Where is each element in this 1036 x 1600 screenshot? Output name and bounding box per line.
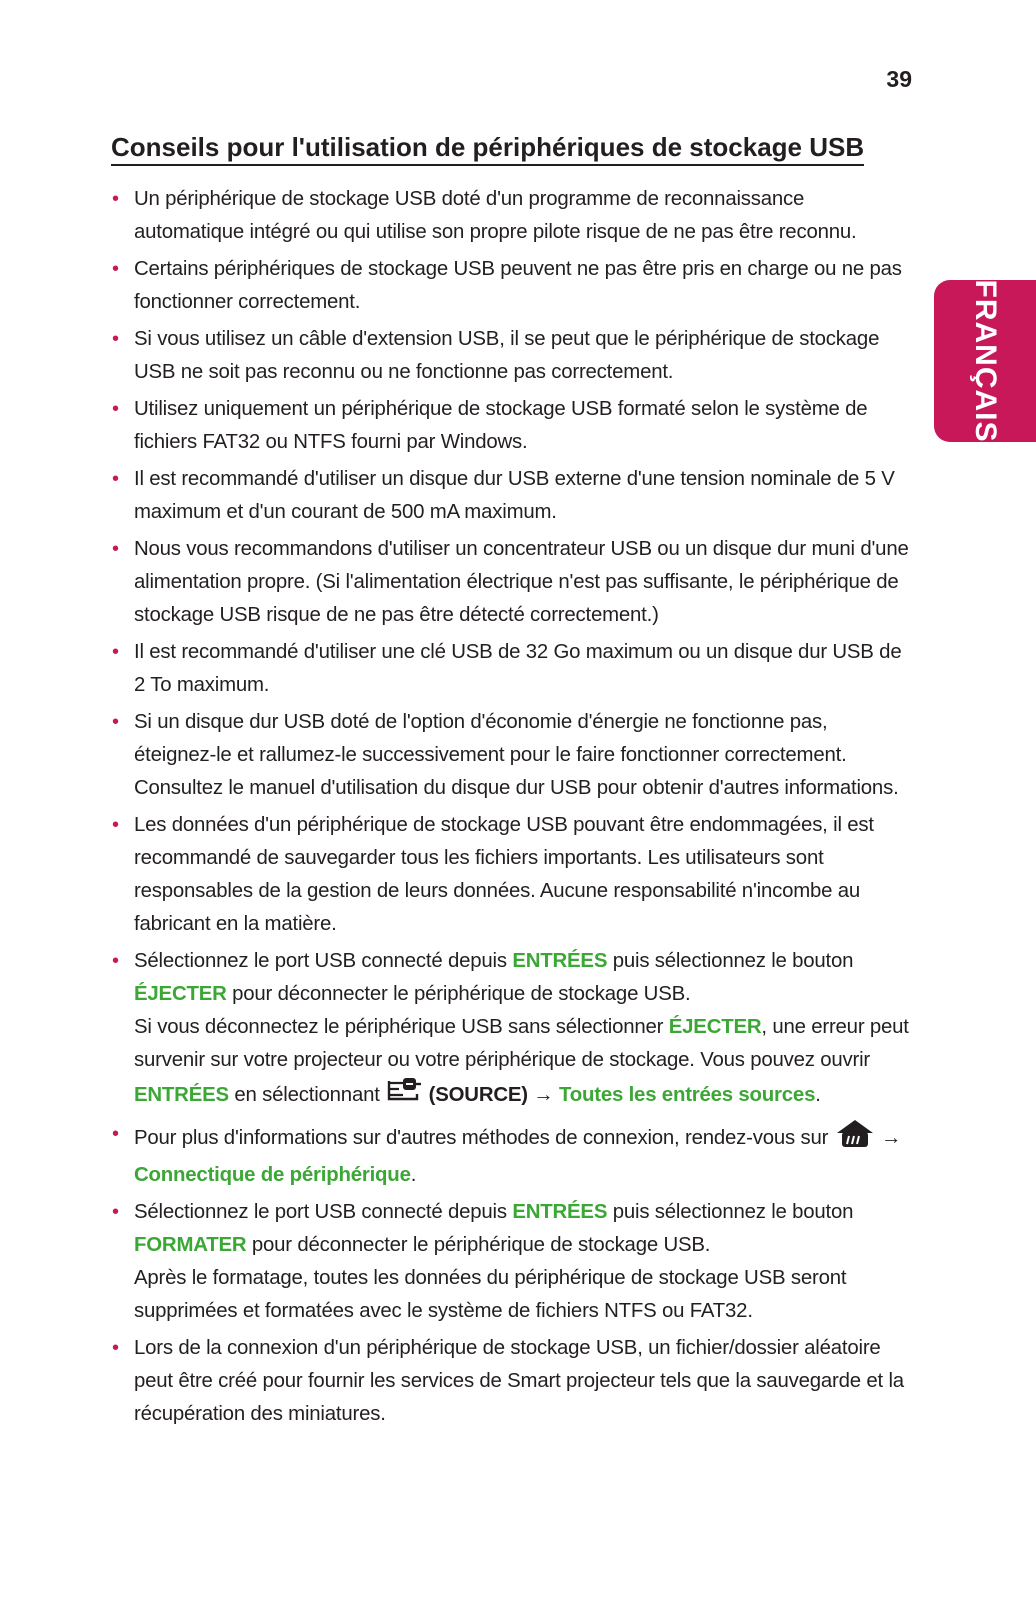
tip-item-connect: • Pour plus d'informations sur d'autres méthodes de connexion, rendez-vous sur → Connectique de périphérique. [112, 1118, 912, 1192]
tip-item-eject: • Sélectionnez le port USB connecté depuis ENTRÉES puis sélectionnez le bouton ÉJECTER pour déconnecter le périphérique de stockage USB. Si vous déconnectez le périphérique USB sans sélectionner ÉJECTER, une erreur peut survenir sur votre projecteur ou votre périphérique de stockage. Vous pouvez ouvrir ENTRÉES en sélectionnant (SOURCE) → Toutes les entrées sources. [112, 945, 912, 1114]
language-tab-label: FRANÇAIS [969, 279, 1002, 443]
tip-item: • Utilisez uniquement un périphérique de stockage USB formaté selon le système de fichiers FAT32 ou NTFS fourni par Windows. [112, 393, 912, 459]
keyword-ejecter: ÉJECTER [668, 1016, 762, 1038]
section-title: Conseils pour l'utilisation de périphériques de stockage USB [111, 132, 864, 166]
home-icon [834, 1118, 876, 1159]
arrow-glyph: → [881, 1126, 902, 1149]
tip-item: • Certains périphériques de stockage USB peuvent ne pas être pris en charge ou ne pas fonctionner correctement. [112, 253, 912, 319]
keyword-connectique-de-peripherique: Connectique de périphérique [134, 1164, 411, 1186]
arrow-glyph: → [533, 1083, 554, 1106]
tip-item: • Il est recommandé d'utiliser une clé USB de 32 Go maximum ou un disque dur USB de 2 To maximum. [112, 636, 912, 702]
keyword-toutes-les-entrees-sources: Toutes les entrées sources [559, 1083, 816, 1106]
tip-item: • Un périphérique de stockage USB doté d'un programme de reconnaissance automatique intégré ou qui utilise son propre pilote risque de ne pas être reconnu. [112, 183, 912, 249]
tip-item: • Nous vous recommandons d'utiliser un concentrateur USB ou un disque dur muni d'une alimentation propre. (Si l'alimentation électrique n'est pas suffisante, le périphérique de stockage USB risque de ne pas être détecté correctement.) [112, 533, 912, 632]
keyword-ejecter: ÉJECTER [134, 983, 227, 1005]
keyword-entrees: ENTRÉES [134, 1083, 229, 1106]
tip-item: • Si un disque dur USB doté de l'option d'économie d'énergie ne fonctionne pas, éteignez-le et rallumez-le successivement pour le faire fonctionner correctement. Consultez le manuel d'utilisation du disque dur USB pour obtenir d'autres informations. [112, 706, 912, 805]
tip-item: • Lors de la connexion d'un périphérique de stockage USB, un fichier/dossier aléatoire peut être créé pour fournir les services de Smart projecteur tels que la sauvegarde et la récupération des miniatures. [112, 1332, 912, 1431]
source-input-icon [385, 1077, 423, 1114]
keyword-formater: FORMATER [134, 1234, 247, 1256]
source-label: (SOURCE) [428, 1083, 528, 1106]
page-number: 39 [886, 66, 912, 92]
keyword-entrees: ENTRÉES [512, 1201, 608, 1223]
tip-item: • Si vous utilisez un câble d'extension USB, il se peut que le périphérique de stockage USB ne soit pas reconnu ou ne fonctionne pas correctement. [112, 323, 912, 389]
tip-item-format: • Sélectionnez le port USB connecté depuis ENTRÉES puis sélectionnez le bouton FORMATER pour déconnecter le périphérique de stockage USB. Après le formatage, toutes les données du périphérique de stockage USB seront supprimées et formatées avec le système de fichiers NTFS ou FAT32. [112, 1196, 912, 1328]
tip-item: • Il est recommandé d'utiliser un disque dur USB externe d'une tension nominale de 5 V maximum et d'un courant de 500 mA maximum. [112, 463, 912, 529]
tip-item: • Les données d'un périphérique de stockage USB pouvant être endommagées, il est recommandé de sauvegarder tous les fichiers importants. Les utilisateurs sont responsables de la gestion de leurs données. Aucune responsabilité n'incombe au fabricant en la matière. [112, 809, 912, 941]
language-tab [934, 280, 1036, 442]
tips-list [112, 183, 912, 1435]
keyword-entrees: ENTRÉES [512, 950, 608, 972]
